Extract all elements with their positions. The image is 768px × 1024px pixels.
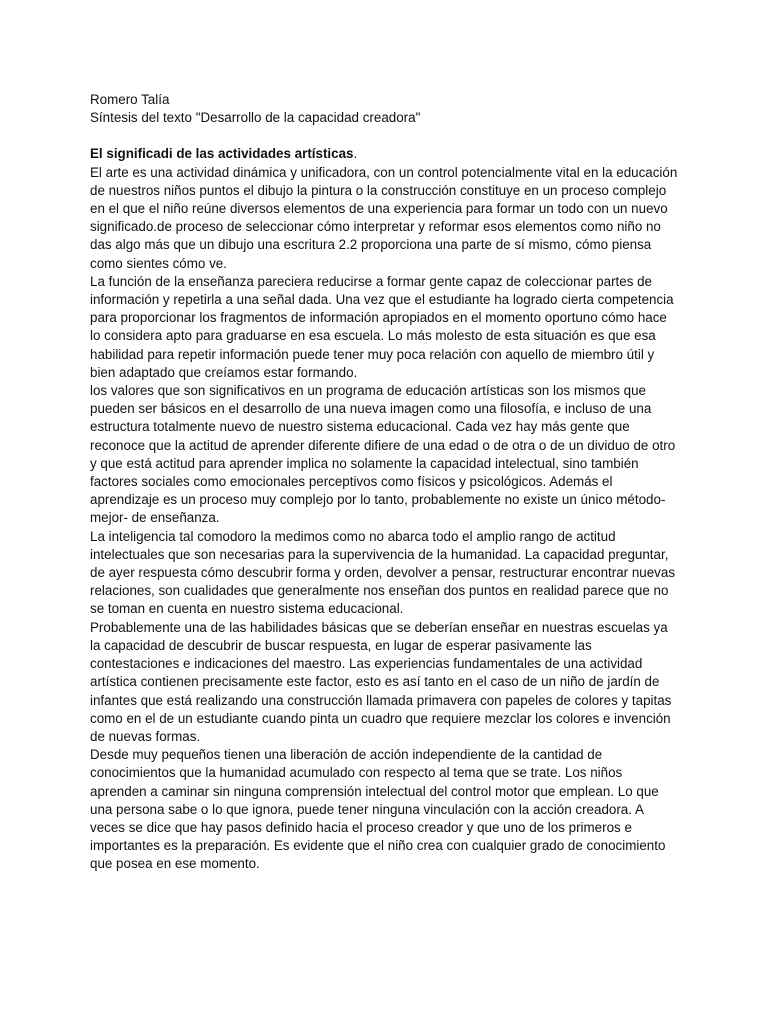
paragraph-3: los valores que son significativos en un programa de educación artísticas son los mismos que pueden ser básicos en el desarrollo de una nueva imagen como una filosofía, e incluso de una estructura totalmente nuevo de nuestro sistema educacional. Cada vez hay más gente que reconoce que la actitud de aprender diferente difiere de una edad o de otra o de un dividuo de otro y que está actitud para aprender implica no solamente la capacidad intelectual, sino también factores sociales como emocionales perceptivos como físicos y psicológicos. Además el aprendizaje es un proceso muy complejo por lo tanto, probablemente no existe un único método- mejor- de enseñanza.	[90, 383, 676, 526]
blank-line	[90, 127, 680, 145]
document-page	[90, 91, 680, 874]
paragraph-4: La inteligencia tal comodoro la medimos como no abarca todo el amplio rango de actitud intelectuales que son necesarias para la supervivencia de la humanidad. La capacidad preguntar, de ayer respuesta cómo descubrir forma y orden, devolver a pensar, restructurar encontrar nuevas relaciones, son cualidades que generalmente nos enseñan dos puntos en realidad parece que no se toman en cuenta en nuestro sistema educacional.	[90, 528, 676, 617]
paragraph-6: Desde muy pequeños tienen una liberación de acción independiente de la cantidad de conocimientos que la humanidad acumulado con respecto al tema que se trate. Los niños aprenden a caminar sin ninguna comprensión intelectual del control motor que emplean. Lo que una persona sabe o lo que ignora, puede tener ninguna vinculación con la acción creadora. A veces se dice que hay pasos definido hacia el proceso creador y que uno de los primeros e importantes es la preparación. Es evidente que el niño crea con cualquier grado de conocimiento que posea en ese momento.	[90, 747, 666, 872]
author-name: Romero Talía	[90, 92, 170, 107]
paragraph-2: La función de la enseñanza pareciera reducirse a formar gente capaz de coleccionar partes de información y repetirla a una señal dada. Una vez que el estudiante ha logrado cierta competencia para proporcionar los fragmentos de información apropiados en el momento oportuno cómo hace lo considera apto para graduarse en esa escuela. Lo más molesto de esta situación es que esa habilidad para repetir información puede tener muy poca relación con aquello de miembro útil y bien adaptado que creíamos estar formando.	[90, 273, 674, 380]
paragraph-5: Probablemente una de las habilidades básicas que se deberían enseñar en nuestras escuelas ya la capacidad de descubrir de buscar respuesta, en lugar de esperar pasivamente las contestaciones e indicaciones del maestro. Las experiencias fundamentales de una actividad artística contienen precisamente este factor, esto es así tanto en el caso de un niño de jardín de infantes que está realizando una construcción llamada primavera con papeles de colores y tapitas como en el de un estudiante cuando pinta un cuadro que requiere mezclar los colores e invención de nuevas formas.	[90, 619, 672, 744]
document-subtitle: Síntesis del texto "Desarrollo de la capacidad creadora"	[90, 110, 421, 126]
section-heading-period: .	[353, 146, 358, 162]
section-heading-text: El significadi de las actividades artísticas	[90, 146, 354, 162]
paragraph-1: El arte es una actividad dinámica y unificadora, con un control potencialmente vital en la educación de nuestros niños puntos el dibujo la pintura o la construcción constituye en un proceso complejo en el que el niño reúne diversos elementos de una experiencia para formar un todo con un nuevo significado.de proceso de seleccionar cómo interpretar y reformar esos elementos como niño no das algo más que un dibujo una escritura 2.2 proporciona una parte de sí mismo, cómo piensa como sientes cómo ve.	[90, 164, 678, 271]
section-heading	[90, 145, 680, 163]
